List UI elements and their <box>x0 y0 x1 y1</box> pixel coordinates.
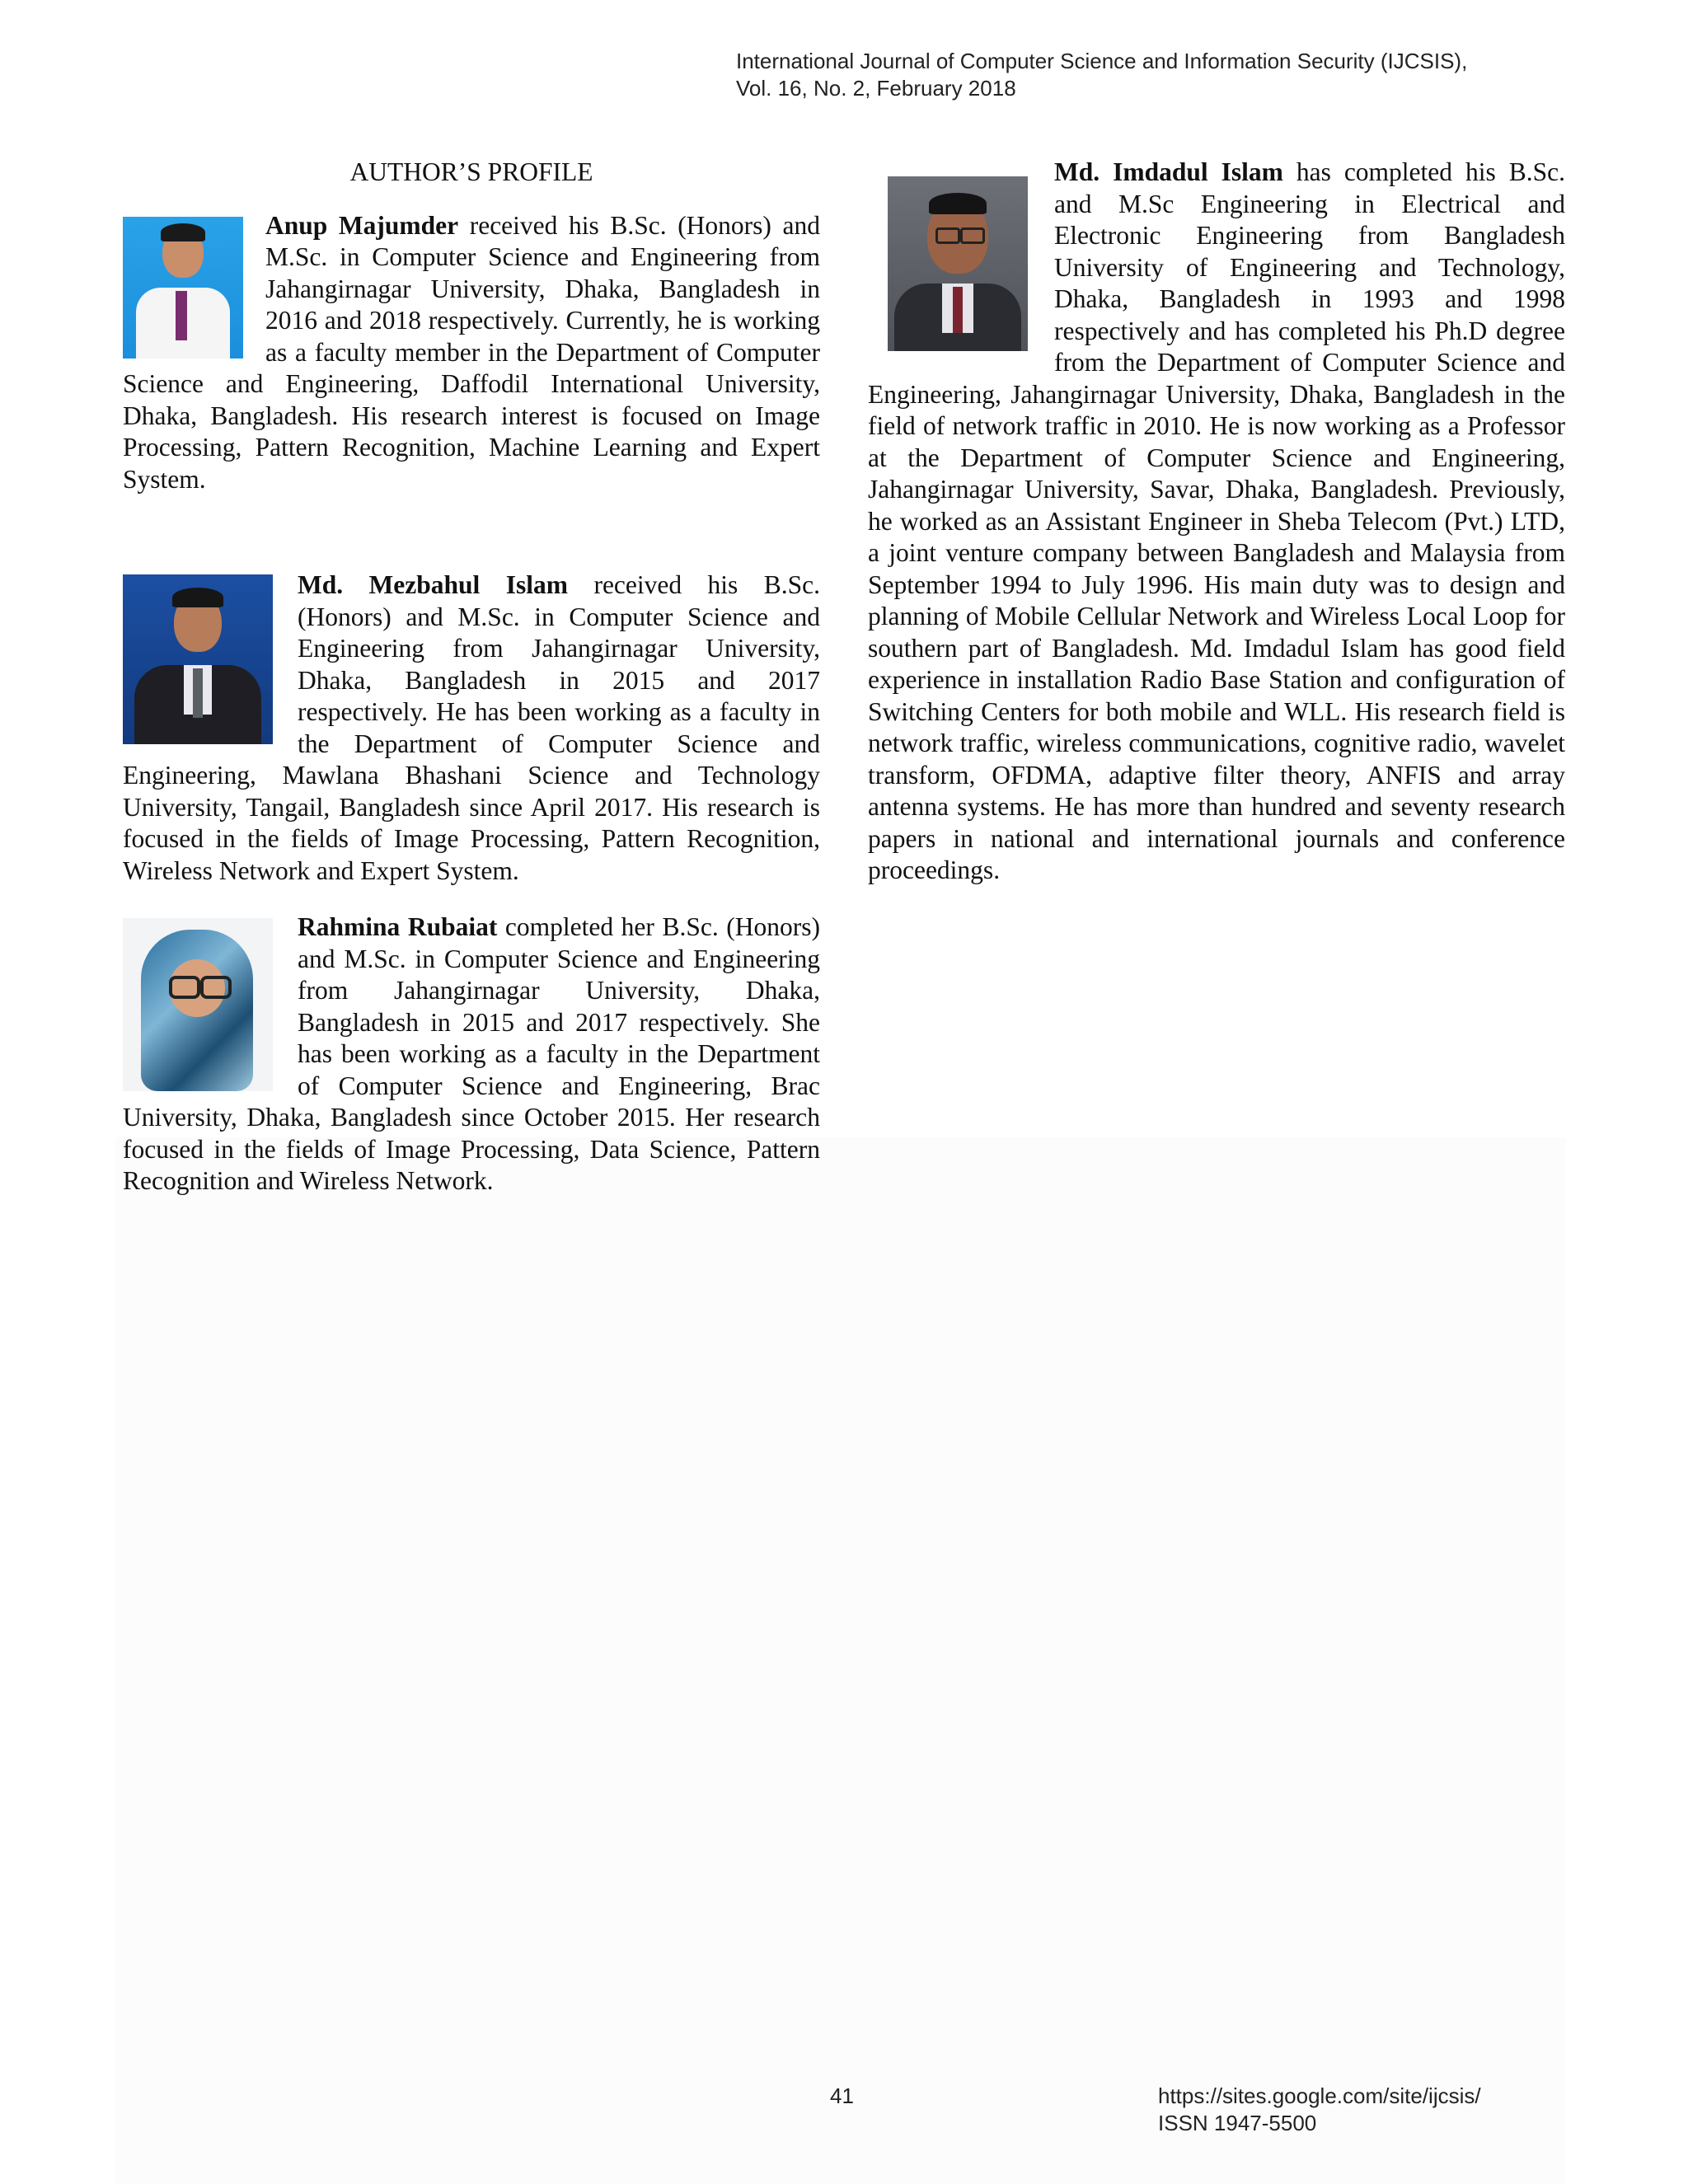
author-photo-1 <box>123 217 243 359</box>
journal-title: International Journal of Computer Science and Information Security (IJCSIS), <box>736 49 1468 73</box>
author-bio-text-3: completed her B.Sc. (Honors) and M.Sc. in Computer Science and Engineering from Jahangirnagar University, Dhaka, Bangladesh in 2015 and 2017 respectively. She has been working as a faculty in the Department of Computer Science and Engineering, Brac University, Dhaka, Bangladesh since October 2015. Her research focused in the fields of Image Processing, Data Science, Pattern Recognition and Wireless Network. <box>123 912 821 1195</box>
author-name-2: Md. Mezbahul Islam <box>298 570 569 599</box>
author-bio-4 <box>868 157 1565 887</box>
author-photo-3 <box>123 918 273 1091</box>
right-column <box>868 157 1565 887</box>
section-title: AUTHOR’S PROFILE <box>349 157 593 186</box>
author-name-1: Anup Majumder <box>265 210 459 240</box>
author-bio-2 <box>123 569 820 887</box>
author-name-4: Md. Imdadul Islam <box>1054 157 1283 186</box>
journal-volume: Vol. 16, No. 2, February 2018 <box>736 76 1016 101</box>
page-background-shade <box>115 1137 1566 2184</box>
author-bio-1 <box>123 210 820 496</box>
page-number: 41 <box>830 2083 854 2108</box>
journal-url: https://sites.google.com/site/ijcsis/ <box>1158 2083 1481 2108</box>
author-bio-3 <box>123 912 820 1197</box>
journal-header <box>736 48 1467 102</box>
author-bio-text-1: received his B.Sc. (Honors) and M.Sc. in Computer Science and Engineering from Jahangirnagar University, Dhaka, Bangladesh in 2016 and 2018 respectively. Currently, he is working as a faculty member in the Department of Computer Science and Engineering, Daffodil International University, Dhaka, Bangladesh. His research interest is focused on Image Processing, Pattern Recognition, Machine Learning and Expert System. <box>123 210 821 494</box>
author-bio-text-2: received his B.Sc. (Honors) and M.Sc. in Computer Science and Engineering from Jahangirnagar University, Dhaka, Bangladesh in 2015 and 2017 respectively. He has been working as a faculty in the Department of Computer Science and Engineering, Mawlana Bhashani Science and Technology University, Tangail, Bangladesh since April 2017. His research is focused in the fields of Image Processing, Pattern Recognition, Wireless Network and Expert System. <box>123 570 821 885</box>
author-bio-text-4: has completed his B.Sc. and M.Sc Engineering in Electrical and Electronic Engineering from Bangladesh University of Engineering and Technology, Dhaka, Bangladesh in 1993 and 1998 respectively and has completed his Ph.D degree from the Department of Computer Science and Engineering, Jahangirnagar University, Dhaka, Bangladesh in the field of network traffic in 2010. He is now working as a Professor at the Department of Computer Science and Engineering, Jahangirnagar University, Savar, Dhaka, Bangladesh. Previously, he worked as an Assistant Engineer in Sheba Telecom (Pvt.) LTD, a joint venture company between Bangladesh and Malaysia from September 1994 to July 1996. His main duty was to design and planning of Mobile Cellular Network and Wireless Local Loop for southern part of Bangladesh. Md. Imdadul Islam has good field experience in installation Radio Base Station and configuration of Switching Centers for both mobile and WLL. His research field is network traffic, wireless communications, cognitive radio, wavelet transform, OFDMA, adaptive filter theory, ANFIS and array antenna systems. He has more than hundred and seventy research papers in national and international journals and conference proceedings. <box>868 157 1565 884</box>
footer-info <box>1158 2083 1481 2137</box>
journal-issn: ISSN 1947-5500 <box>1158 2111 1317 2135</box>
author-name-3: Rahmina Rubaiat <box>298 912 498 941</box>
author-photo-4 <box>888 176 1028 351</box>
author-photo-2 <box>123 574 273 744</box>
left-column <box>123 157 820 1197</box>
